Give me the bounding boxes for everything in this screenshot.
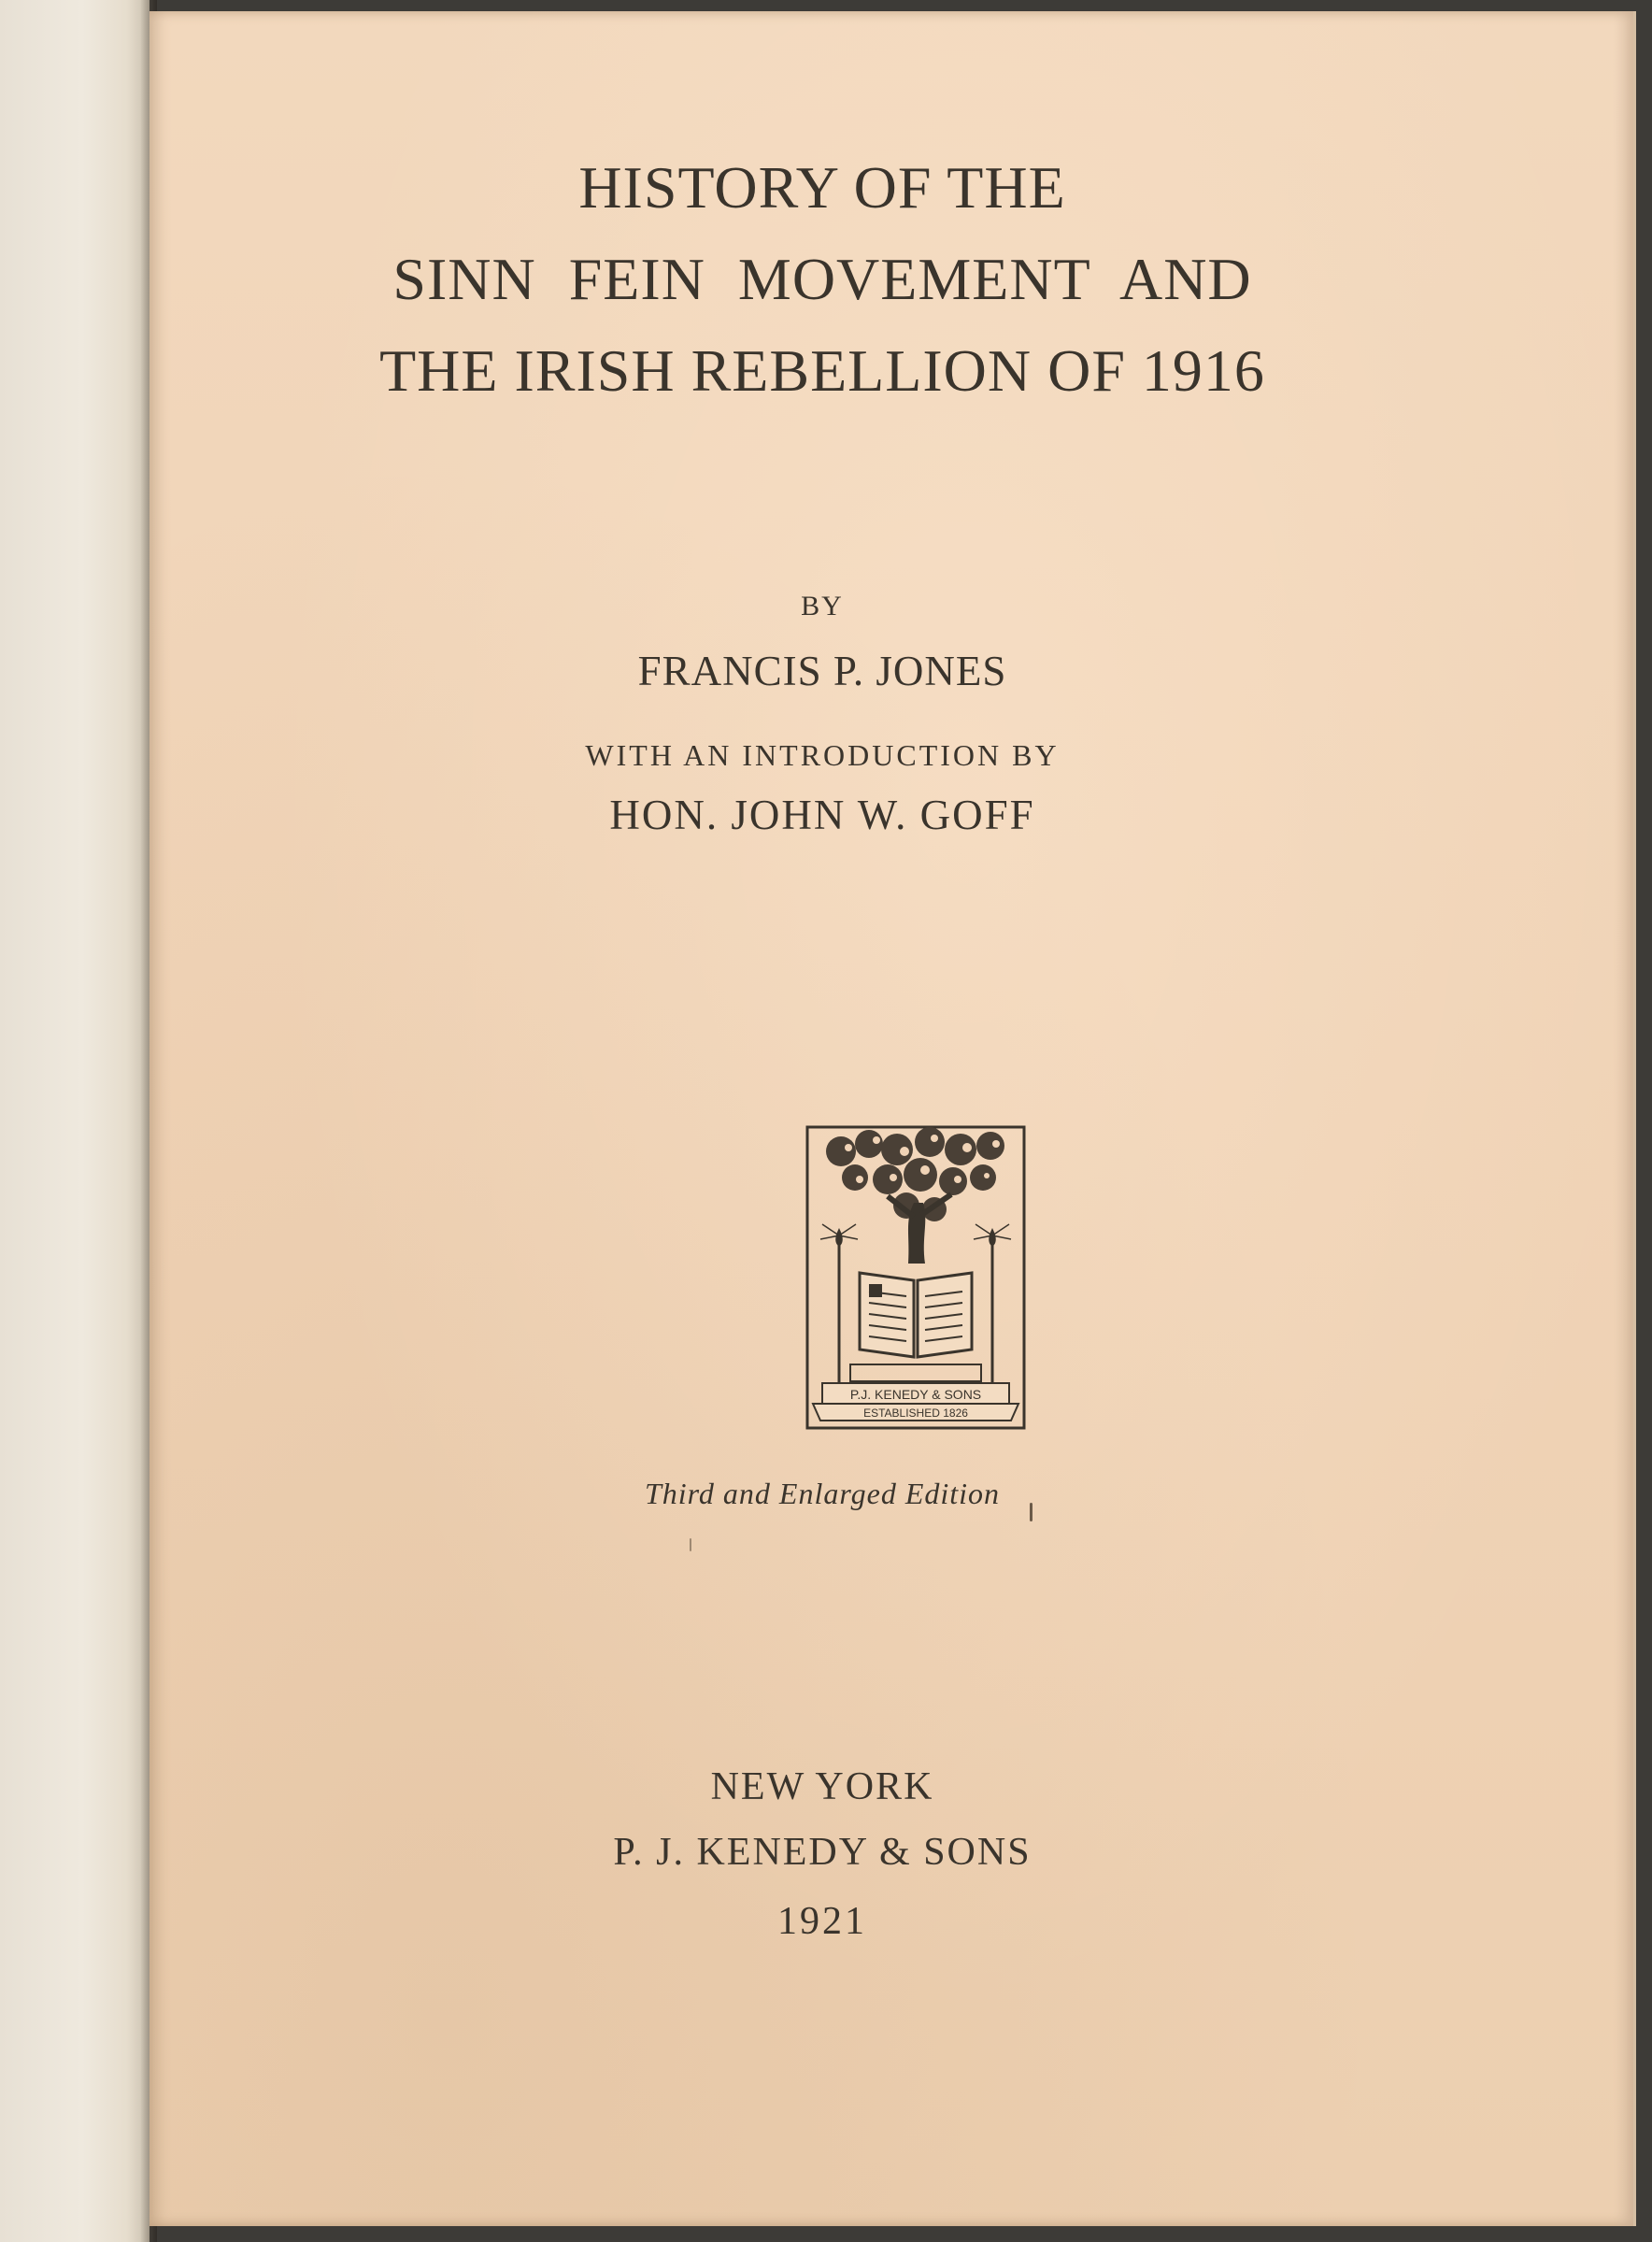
imprint-publisher: P. J. KENEDY & SONS (613, 1831, 1032, 1874)
title-page (150, 11, 1636, 2226)
publisher-device-icon (804, 1123, 1028, 1432)
book-title (336, 142, 1308, 417)
page-edge (1613, 11, 1633, 2226)
title-line-1: HISTORY OF THE (578, 154, 1066, 221)
by-label: BY (801, 591, 844, 621)
device-banner-text: P.J. KENEDY & SONS (849, 1387, 982, 1402)
paper-fleck (690, 1538, 691, 1551)
author-name: FRANCIS P. JONES (637, 648, 1007, 694)
device-established-text: ESTABLISHED 1826 (863, 1407, 968, 1420)
title-line-2: SINN FEIN MOVEMENT AND (392, 246, 1252, 312)
title-line-3: THE IRISH REBELLION OF 1916 (379, 337, 1265, 404)
paper-fleck (1030, 1503, 1032, 1521)
edition-note: Third and Enlarged Edition (644, 1477, 1001, 1510)
facing-page-left (0, 0, 150, 2242)
introduction-label: WITH AN INTRODUCTION BY (585, 738, 1060, 772)
imprint-year: 1921 (777, 1900, 867, 1943)
imprint-place: NEW YORK (710, 1765, 934, 1808)
introduction-author: HON. JOHN W. GOFF (609, 792, 1035, 838)
